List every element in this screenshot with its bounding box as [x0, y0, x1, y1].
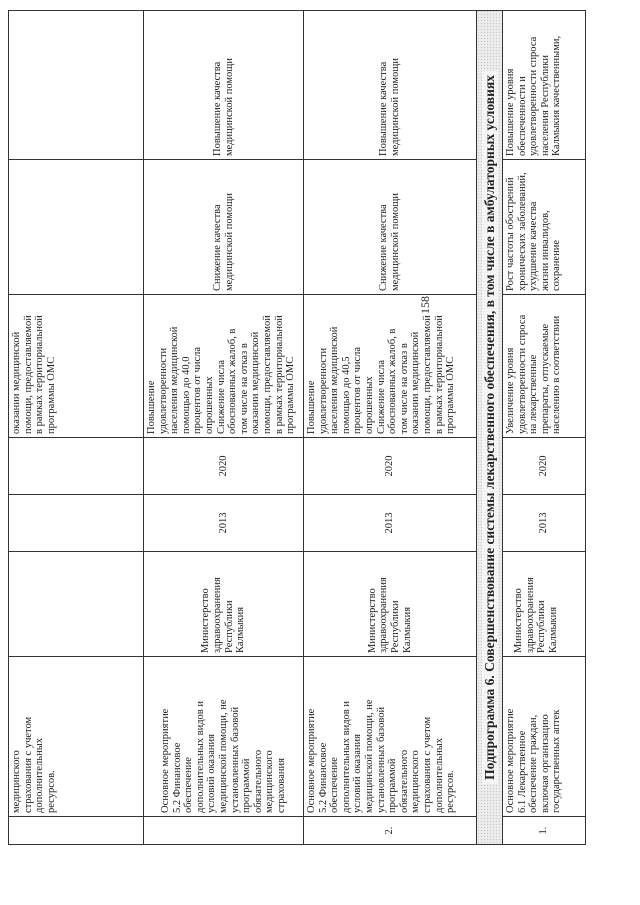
risk-cell — [8, 160, 143, 295]
goal-cell — [8, 10, 143, 160]
row-number: 1. — [538, 826, 550, 835]
goal-text: Повышение качества медицинской помощи — [211, 58, 235, 156]
risk-text: Снижение качества медицинской помощи — [211, 193, 235, 291]
row-number-cell — [502, 817, 586, 845]
indicator-cell: Повышение удовлетворенности населения медицинской помощью до 40,5 процентов от числа опрошенных Снижение числа обоснованных жалоб, в том числе на отказ в оказании медицинской помощи, предоставляемой в рамках территориальной программы ОМС — [303, 295, 476, 438]
executor-cell — [303, 552, 476, 657]
executor-cell — [143, 552, 303, 657]
event-cell: Основное мероприятие 5.2 Финансовое обеспечение дополнительных видов и условий оказания медицинской помощи, не установленных базовой программой обязательного медицинского страхования — [143, 657, 303, 817]
executor-text: Министерство здравоохранения Республики Калмыкия — [200, 577, 247, 653]
row-number-cell — [303, 817, 476, 845]
start-year-cell — [143, 495, 303, 552]
event-cell: Основное мероприятие 5.2 Финансовое обеспечение дополнительных видов и условий оказания медицинской помощи, не установленных базовой программой обязательного медицинского страхования с учетом дополнительных ресурсов. — [303, 657, 476, 817]
goal-cell — [143, 10, 303, 160]
row-number-cell — [8, 817, 143, 845]
table-row — [143, 10, 303, 845]
start-year-cell — [303, 495, 476, 552]
measures-table — [8, 10, 608, 845]
table-row — [502, 10, 586, 845]
row-number-cell — [143, 817, 303, 845]
end-year: 2020 — [384, 455, 396, 477]
row-number: 2. — [384, 826, 396, 835]
end-year: 2020 — [538, 455, 550, 477]
event-cell: медицинского страхования с учетом дополнительных ресурсов. — [8, 657, 143, 817]
start-year-cell — [502, 495, 586, 552]
executor-text: Министерство здравоохранения Республики Калмыкия — [366, 577, 413, 653]
indicator-cell: Увеличение уровня удовлетворенности спроса на лекарственные препараты, отпускаемые населению в соответствии — [502, 295, 586, 438]
risk-cell — [143, 160, 303, 295]
event-cell: Основное мероприятие 6.1 Лекарственное обеспечение граждан, включая организацию государственных аптек — [502, 657, 586, 817]
end-year: 2020 — [217, 455, 229, 477]
indicator-cell: Повышение удовлетворенности населения медицинской помощью до 40,0 процентов от числа опрошенных Снижение числа обоснованных жалоб, в том числе на отказ в оказании медицинской помощи, предоставляемой в рамках территориальной программы ОМС — [143, 295, 303, 438]
start-year: 2013 — [384, 512, 396, 534]
risk-cell: Рост частоты обострений хронических заболеваний, ухудшение качества жизни инвалидов, сохранение — [502, 160, 586, 295]
start-year-cell — [8, 495, 143, 552]
goal-cell — [303, 10, 476, 160]
indicator-cell: оказании медицинской помощи, предоставляемой в рамках территориальной программы ОМС — [8, 295, 143, 438]
risk-text: Снижение качества медицинской помощи — [378, 193, 401, 291]
subprogram-heading-text: Подпрограмма 6. Совершенствование системы лекарственного обеспечения, в том числе в амбулаторных условиях — [482, 71, 498, 784]
end-year-cell — [143, 438, 303, 495]
end-year-cell — [303, 438, 476, 495]
goal-cell: Повышение уровня обеспеченности и удовлетворенности спроса населения Республики Калмыкия качественными, — [502, 10, 586, 160]
executor-cell: Министерство здравоохранения Республики Калмыкия — [502, 552, 586, 657]
end-year-cell — [502, 438, 586, 495]
page-number: 158 — [418, 296, 432, 314]
table-row — [303, 10, 476, 845]
start-year: 2013 — [217, 512, 229, 534]
end-year-cell — [8, 438, 143, 495]
goal-text: Повышение качества медицинской помощи — [378, 58, 401, 156]
executor-cell — [8, 552, 143, 657]
table-row — [8, 10, 143, 845]
start-year: 2013 — [538, 512, 550, 534]
risk-cell — [303, 160, 476, 295]
subprogram-heading — [476, 10, 502, 845]
